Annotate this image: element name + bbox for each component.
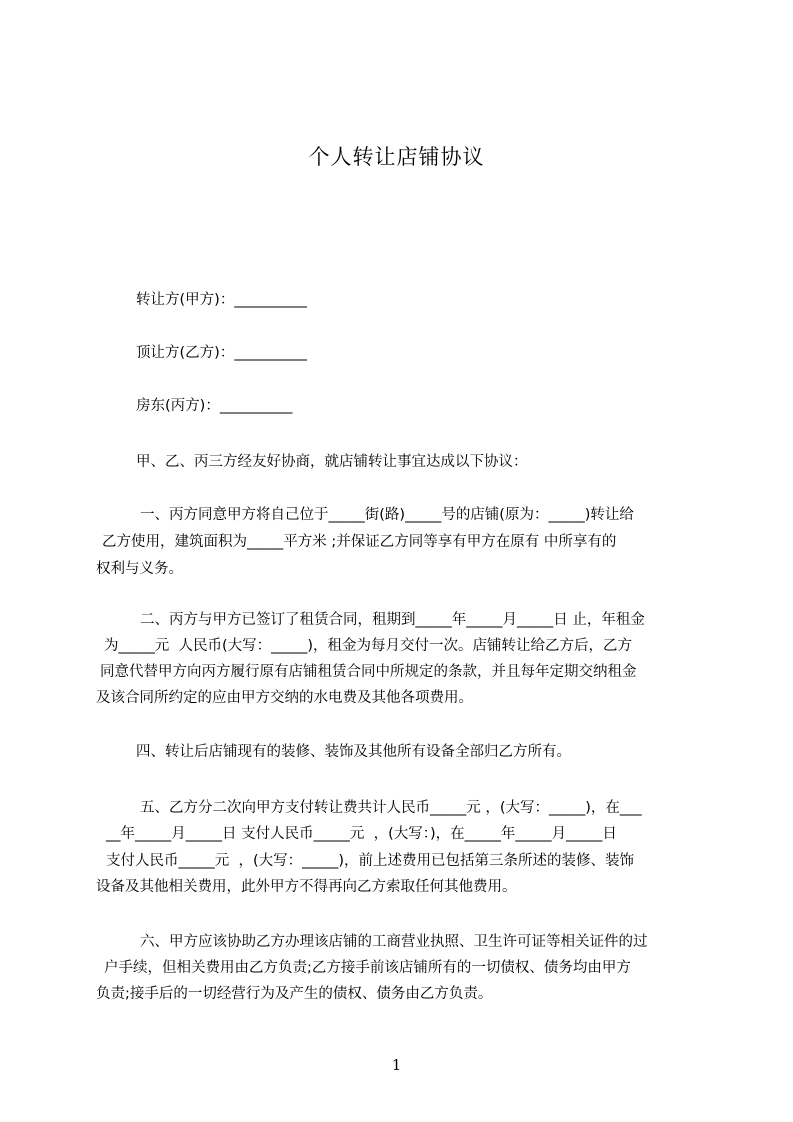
clause-2-line: 及该合同所约定的应由甲方交纳的水电费及其他各项费用。	[96, 690, 473, 706]
clause-6-line: 负责;接手后的一切经营行为及产生的债权、债务由乙方负责。	[96, 986, 493, 1002]
clause-5-line: 五、乙方分二次向甲方支付转让费共计人民币_____元 ，(大写：_____)，在___	[140, 800, 642, 816]
page-number: 1	[391, 1056, 402, 1074]
clause-1-line: 乙方使用，建筑面积为_____平方米 ;并保证乙方同等享有甲方在原有 中所享有的	[102, 534, 617, 550]
clause-2-line: 为_____元 人民币(大写：_____)，租金为每月交付一次。店铺转让给乙方后，乙方	[104, 638, 633, 654]
clause-2-line: 二、丙方与甲方已签订了租赁合同，租期到_____年_____月_____日 止，年租金	[140, 612, 645, 628]
clause-1-line: 一、丙方同意甲方将自己位于_____街(路)_____号的店铺(原为：_____)转让给	[140, 507, 634, 523]
clause-5-line: 设备及其他相关费用，此外甲方不得再向乙方索取任何其他费用。	[96, 879, 517, 895]
party-landlord: 房东(丙方)：__________	[136, 398, 293, 414]
clause-6-line: 六、甲方应该协助乙方办理该店铺的工商营业执照、卫生许可证等相关证件的过	[140, 934, 648, 950]
clause-5-line: __年_____月_____日 支付人民币_____元 ，(大写：)，在_____年_____月_____日	[106, 826, 617, 842]
page-title: 个人转让店铺协议	[308, 145, 485, 169]
clause-2-line: 同意代替甲方向丙方履行原有店铺租赁合同中所规定的条款，并且每年定期交纳租金	[100, 664, 637, 680]
intro-paragraph: 甲、乙、丙三方经友好协商，就店铺转让事宜达成以下协议：	[136, 454, 528, 470]
party-transferee: 顶让方(乙方)：__________	[136, 345, 307, 361]
clause-6-line: 户手续，但相关费用由乙方负责;乙方接手前该店铺所有的一切债权、债务均由甲方	[104, 960, 631, 976]
clause-5-line: 支付人民币_____元 ，(大写：_____)，前上述费用已包括第三条所述的装修、装饰	[106, 853, 635, 869]
clause-1-line: 权利与义务。	[96, 561, 183, 577]
party-transferor: 转让方(甲方)：__________	[136, 292, 307, 308]
clause-4: 四、转让后店铺现有的装修、装饰及其他所有设备全部归乙方所有。	[136, 744, 571, 760]
